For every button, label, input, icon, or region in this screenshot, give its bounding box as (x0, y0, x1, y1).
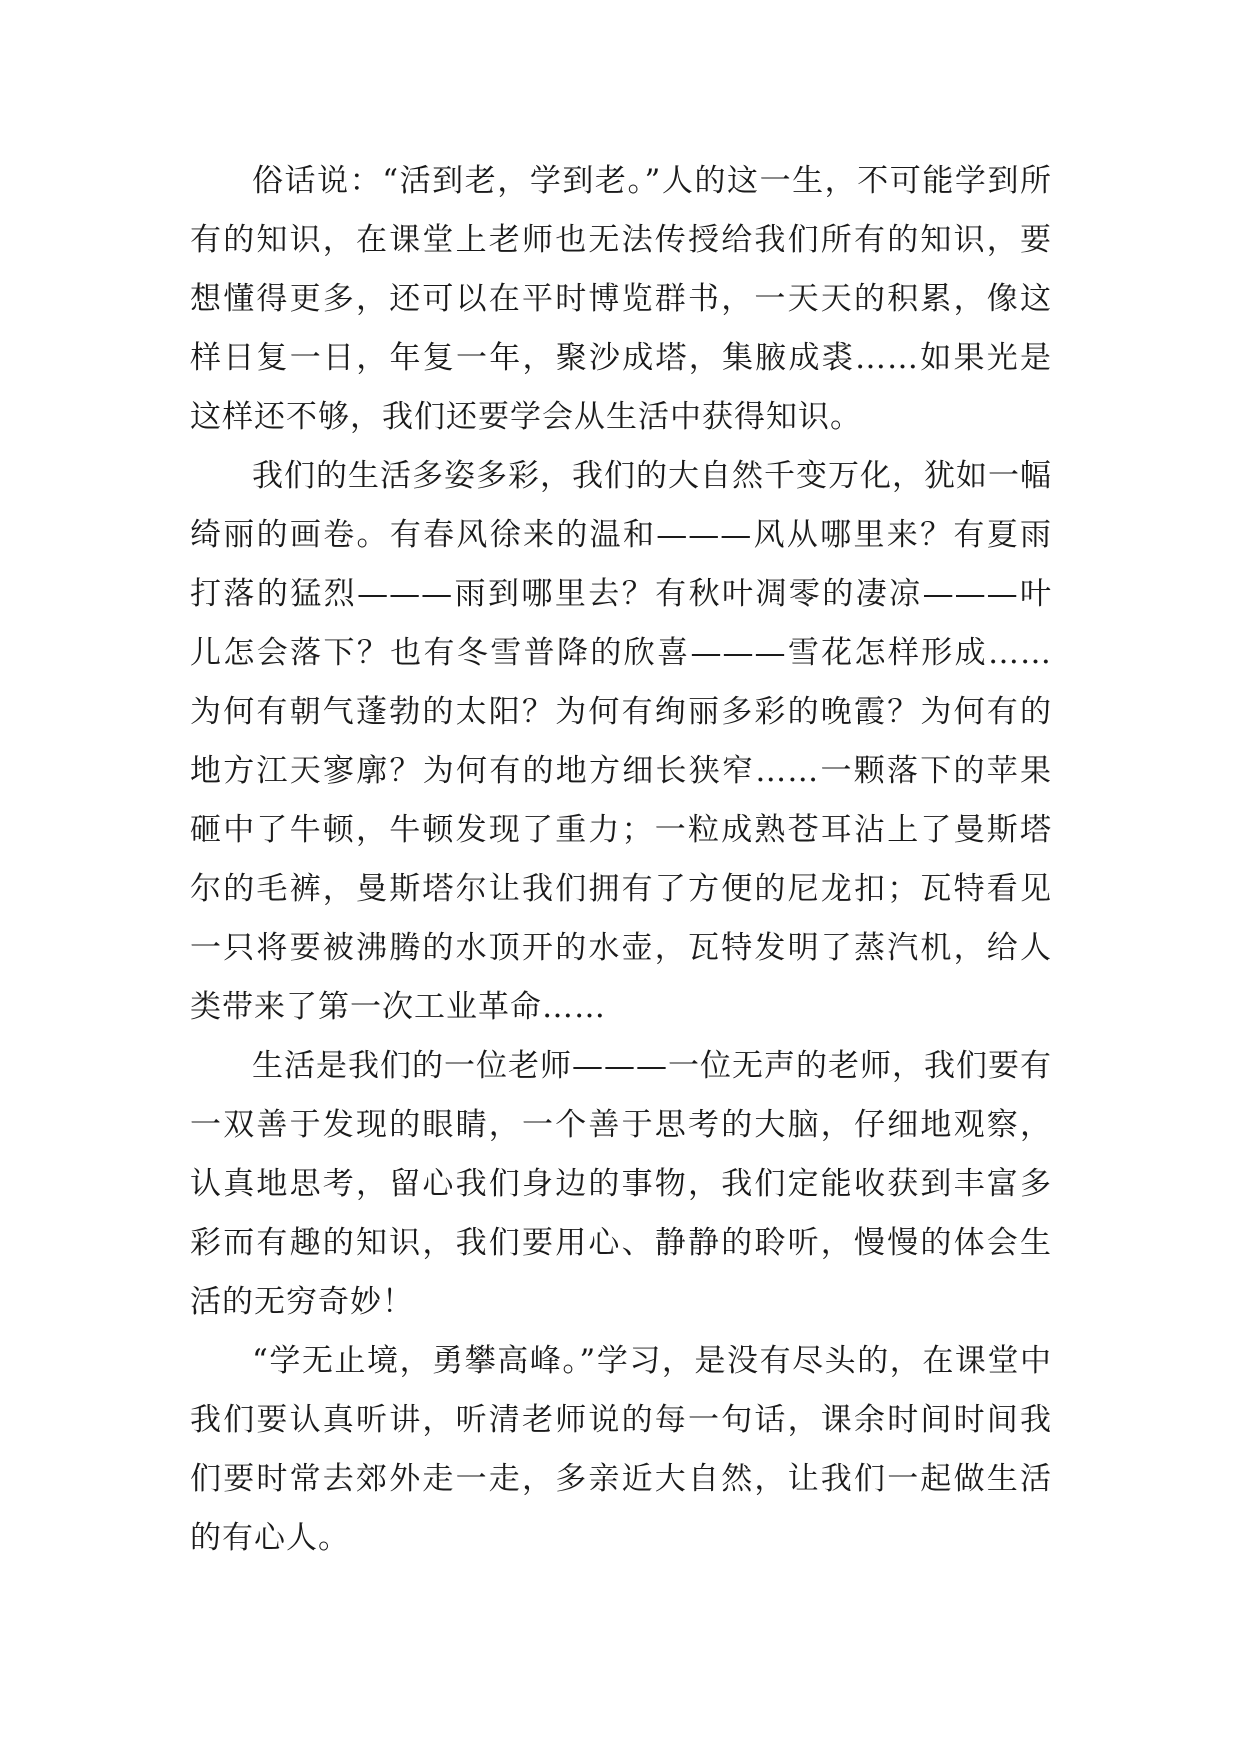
paragraph-conclusion: “学无止境，勇攀高峰。”学习，是没有尽头的，在课堂中我们要认真听讲，听清老师说的每一句话，课余时间时间我们要时常去郊外走一走，多亲近大自然，让我们一起做生活的有心人。 (190, 1343, 1052, 1556)
paragraph-nature: 我们的生活多姿多彩，我们的大自然千变万化，犹如一幅绮丽的画卷。有春风徐来的温和———风从哪里来？有夏雨打落的猛烈———雨到哪里去？有秋叶凋零的凄凉———叶儿怎会落下？也有冬雪普降的欣喜———雪花怎样形成……为何有朝气蓬勃的太阳？为何有绚丽多彩的晚霞？为何有的地方江天寥廓？为何有的地方细长狭窄……一颗落下的苹果砸中了牛顿，牛顿发现了重力；一粒成熟苍耳沾上了曼斯塔尔的毛裤，曼斯塔尔让我们拥有了方便的尼龙扣；瓦特看见一只将要被沸腾的水顶开的水壶，瓦特发明了蒸汽机，给人类带来了第一次工业革命…… (190, 458, 1052, 1025)
document-body (190, 152, 1052, 1568)
paragraph-proverb: 俗话说：“活到老，学到老。”人的这一生，不可能学到所有的知识，在课堂上老师也无法传授给我们所有的知识，要想懂得更多，还可以在平时博览群书，一天天的积累，像这样日复一日，年复一年，聚沙成塔，集腋成裘……如果光是这样还不够，我们还要学会从生活中获得知识。 (190, 163, 1052, 435)
paragraph-life-teacher: 生活是我们的一位老师———一位无声的老师，我们要有一双善于发现的眼睛，一个善于思考的大脑，仔细地观察，认真地思考，留心我们身边的事物，我们定能收获到丰富多彩而有趣的知识，我们要用心、静静的聆听，慢慢的体会生活的无穷奇妙！ (190, 1048, 1052, 1320)
